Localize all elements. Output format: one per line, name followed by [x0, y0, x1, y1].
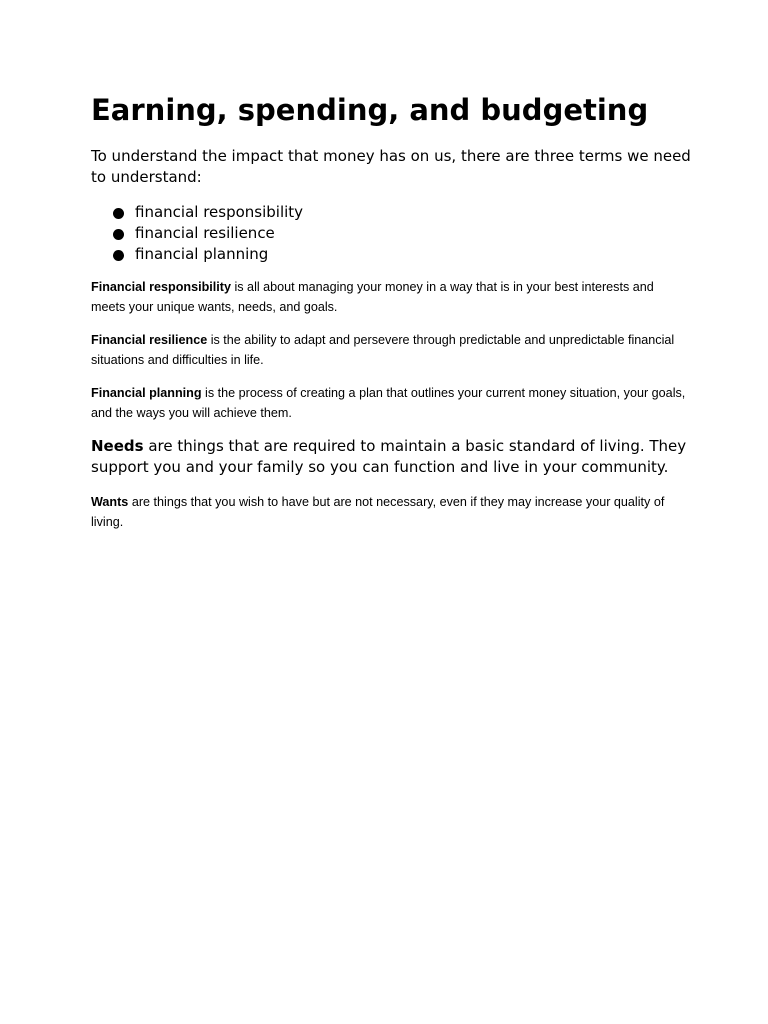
wants-term: Wants — [91, 495, 129, 509]
bullet-icon — [113, 250, 124, 261]
definition-financial-responsibility — [91, 277, 691, 317]
definition-financial-resilience — [91, 330, 691, 370]
definition-financial-planning — [91, 383, 691, 423]
list-item — [113, 244, 691, 265]
list-item-label: financial resilience — [135, 224, 275, 242]
definition-text: is the process of creating a plan that outlines your current money situation, your goals, and the ways you will achieve them. — [91, 386, 686, 420]
wants-paragraph — [91, 492, 691, 532]
list-item-label: financial planning — [135, 245, 269, 263]
needs-text: are things that are required to maintain a basic standard of living. They support you and your family so you can function and live in your community. — [91, 437, 687, 476]
bullet-icon — [113, 208, 124, 219]
document-body — [91, 90, 691, 532]
needs-term: Needs — [91, 437, 144, 455]
list-item-label: financial responsibility — [135, 203, 304, 221]
terms-list — [91, 202, 691, 265]
list-item — [113, 223, 691, 244]
intro-paragraph: To understand the impact that money has on us, there are three terms we need to understand: — [91, 147, 691, 186]
definition-term: Financial resilience — [91, 333, 208, 347]
wants-text: are things that you wish to have but are not necessary, even if they may increase your quality of living. — [91, 495, 665, 529]
definition-term: Financial planning — [91, 386, 202, 400]
definition-term: Financial responsibility — [91, 280, 231, 294]
needs-paragraph — [91, 436, 691, 478]
list-item — [113, 202, 691, 223]
definition-text: is all about managing your money in a way that is in your best interests and meets your unique wants, needs, and goals. — [91, 280, 654, 314]
bullet-icon — [113, 229, 124, 240]
page-title: Earning, spending, and budgeting — [91, 93, 649, 127]
definition-text: is the ability to adapt and persevere through predictable and unpredictable financial situations and difficulties in life. — [91, 333, 675, 367]
